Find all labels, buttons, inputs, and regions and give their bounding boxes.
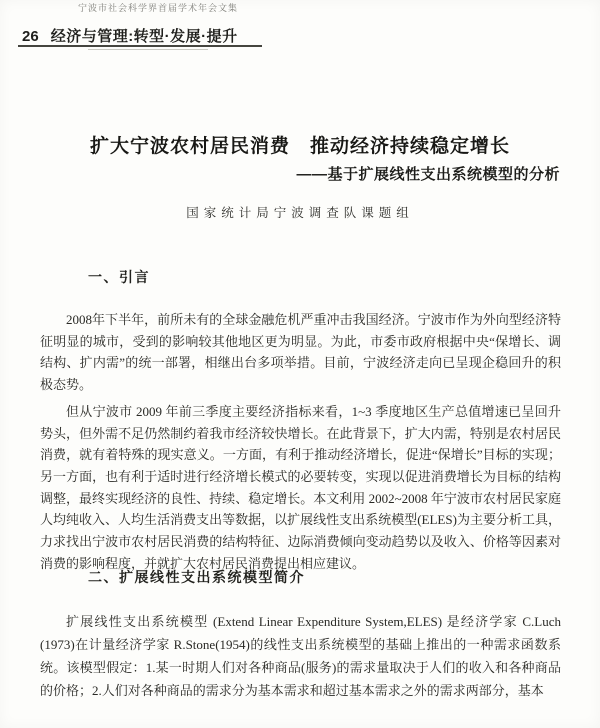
header-rule	[18, 45, 262, 47]
section-body-model-intro	[40, 610, 561, 707]
running-head	[22, 25, 238, 46]
article-title: 扩大宁波农村居民消费 推动经济持续稳定增长	[89, 136, 510, 157]
section-heading-model-intro: 二、扩展线性支出系统模型简介	[88, 569, 305, 585]
article-subtitle: ——基于扩展线性支出系统模型的分析	[296, 166, 560, 183]
running-title: 经济与管理:转型·发展·提升	[50, 28, 238, 45]
collection-note: 宁波市社会科学界首届学术年会文集	[77, 3, 238, 13]
paragraph-1: 2008年下半年，前所未有的全球金融危机严重冲击我国经济。宁波市作为外向型经济特征明显的城市，受到的影响较其他地区更为明显。为此，市委市政府根据中央“保增长、调结构、扩内需”的统一部署，相继出台多项举措。目前，宁波经济走向已呈现企稳回升的积极态势。	[40, 312, 561, 393]
author-line: 国家统计局宁波调查队课题组	[186, 206, 414, 220]
paragraph-3: 扩展线性支出系统模型 (Extend Linear Expenditure System,ELES) 是经济学家 C.Luch (1973)在计量经济学家 R.Stone(1954)的线性支出系统模型的基础上推出的一种需求函数系统。该模型假定：1.某一时期人们对各种商品(服务)的需求量取决于人们的收入和各种商品的价格；2.人们对各种商品的需求分为基本需求和超过基本需求之外的需求两部分，基本	[40, 614, 561, 698]
page-number: 26	[22, 28, 39, 45]
paragraph-2: 但从宁波市 2009 年前三季度主要经济指标来看，1~3 季度地区生产总值增速已呈回升势头，但外需不足仍然制约着我市经济较快增长。在此背景下，扩大内需，特别是农村居民消费，就有着特殊的现实意义。一方面，有利于推动经济增长，促进“保增长”目标的实现；另一方面，也有利于适时进行经济增长模式的必要转变，实现以促进消费增长为目标的结构调整，最终实现经济的良性、持续、稳定增长。本文利用 2002~2008 年宁波市农村居民家庭人均纯收入、人均生活消费支出等数据，以扩展线性支出系统模型(ELES)为主要分析工具，力求找出宁波市农村居民消费的结构特征、边际消费倾向变动趋势以及收入、价格等因素对消费的影响程度，并就扩大农村居民消费提出相应建议。	[40, 403, 561, 571]
section-body-introduction	[40, 309, 561, 579]
section-heading-introduction: 一、引言	[88, 269, 150, 285]
